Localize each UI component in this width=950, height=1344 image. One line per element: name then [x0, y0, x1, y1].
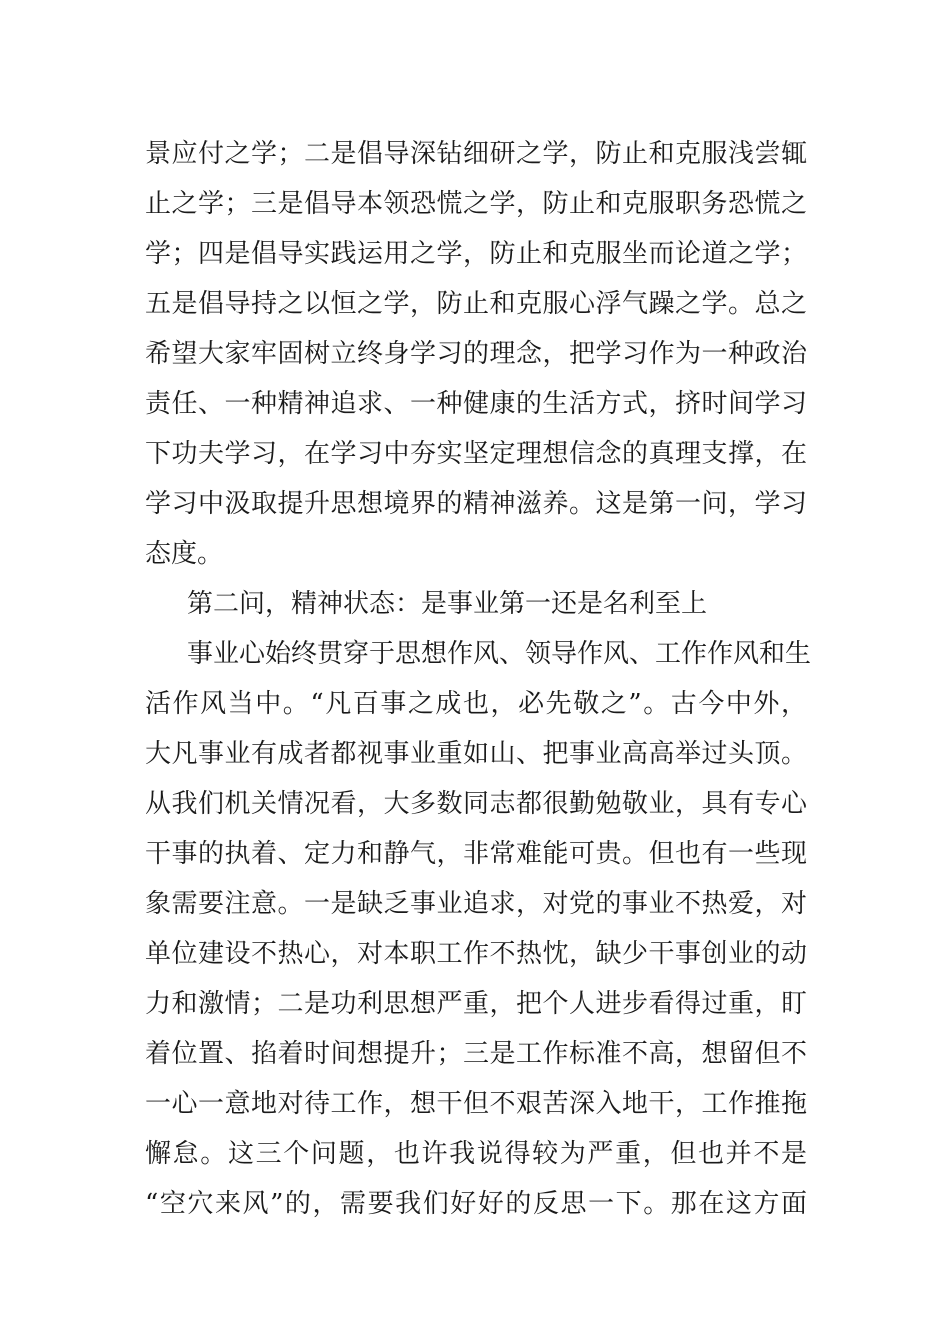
text-line-17: 单位建设不热心，对本职工作不热忱，缺少干事创业的动 — [145, 939, 807, 969]
section-heading: 第二问，精神状态：是事业第一还是名利至上 — [187, 589, 708, 619]
text-line-4: 五是倡导持之以恒之学，防止和克服心浮气躁之学。总之 — [145, 289, 807, 319]
text-line-18: 力和激情；二是功利思想严重，把个人进步看得过重，盯 — [145, 989, 807, 1019]
text-line-12: 活作风当中。“凡百事之成也，必先敬之”。古今中外， — [145, 689, 807, 719]
text-line-21: 懈怠。这三个问题，也许我说得较为严重，但也并不是 — [145, 1139, 807, 1169]
text-line-16: 象需要注意。一是缺乏事业追求，对党的事业不热爱，对 — [145, 889, 807, 919]
text-line-14: 从我们机关情况看，大多数同志都很勤勉敬业，具有专心 — [145, 789, 807, 819]
text-line-3: 学；四是倡导实践运用之学，防止和克服坐而论道之学； — [145, 239, 807, 269]
text-line-7: 下功夫学习，在学习中夯实坚定理想信念的真理支撑，在 — [145, 439, 807, 469]
text-line-5: 希望大家牢固树立终身学习的理念，把学习作为一种政治 — [145, 339, 807, 369]
text-line-9: 态度。 — [145, 539, 224, 569]
text-line-20: 一心一意地对待工作，想干但不艰苦深入地干，工作推拖 — [145, 1089, 807, 1119]
text-line-8: 学习中汲取提升思想境界的精神滋养。这是第一问，学习 — [145, 489, 807, 519]
text-line-13: 大凡事业有成者都视事业重如山、把事业高高举过头顶。 — [145, 739, 807, 769]
text-line-6: 责任、一种精神追求、一种健康的生活方式，挤时间学习 — [145, 389, 807, 419]
paragraph-first-line: 事业心始终贯穿于思想作风、领导作风、工作作风和生 — [187, 639, 812, 669]
text-line-2: 止之学；三是倡导本领恐慌之学，防止和克服职务恐慌之 — [145, 189, 807, 219]
text-line-1: 景应付之学；二是倡导深钻细研之学，防止和克服浅尝辄 — [145, 139, 807, 169]
text-line-19: 着位置、掐着时间想提升；三是工作标准不高，想留但不 — [145, 1039, 807, 1069]
text-line-15: 干事的执着、定力和静气，非常难能可贵。但也有一些现 — [145, 839, 807, 869]
text-line-22: “空穴来风”的，需要我们好好的反思一下。那在这方面 — [145, 1189, 807, 1219]
